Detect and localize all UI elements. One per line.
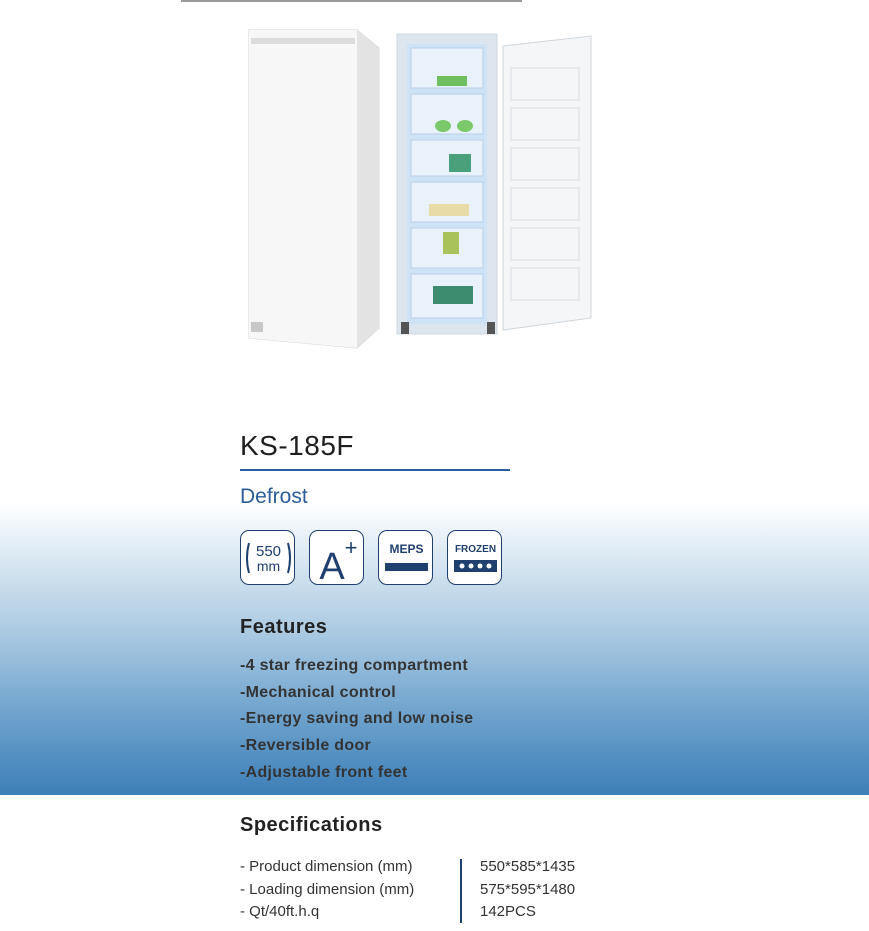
- frozen-label: FROZEN: [454, 544, 497, 555]
- specifications-heading: Specifications: [240, 814, 383, 836]
- width-value: 550: [255, 543, 282, 560]
- width-unit: mm: [256, 558, 281, 574]
- energy-class-icon: [310, 531, 365, 586]
- spec-value: 575*595*1480: [480, 880, 576, 898]
- spec-label: - Qt/40ft.h.q: [240, 903, 320, 920]
- width-icon: [241, 531, 296, 586]
- frozen-badge: [447, 530, 502, 585]
- feature-item: -Energy saving and low noise: [240, 710, 474, 728]
- top-divider: [181, 0, 522, 2]
- features-heading: Features: [240, 616, 328, 638]
- feature-item: -Mechanical control: [240, 683, 396, 701]
- feature-item: -Adjustable front feet: [240, 763, 408, 781]
- spec-value: 142PCS: [480, 903, 536, 920]
- meps-badge: [378, 530, 433, 585]
- energy-class-value: A: [319, 546, 345, 586]
- frozen-icon: [448, 531, 503, 586]
- open-freezer: [397, 34, 591, 334]
- energy-class-plus: +: [344, 535, 358, 560]
- spec-divider: [460, 859, 462, 923]
- model-number: KS-185F: [240, 430, 354, 461]
- closed-freezer: [249, 30, 379, 348]
- spec-row: [240, 903, 575, 926]
- title-underline: [240, 469, 510, 471]
- feature-item: -Reversible door: [240, 737, 372, 755]
- specifications-table: [240, 858, 575, 926]
- meps-icon: [379, 531, 434, 586]
- width-badge: [240, 530, 295, 585]
- spec-label: - Product dimension (mm): [240, 858, 413, 875]
- feature-item: -4 star freezing compartment: [240, 657, 469, 674]
- features-list: [240, 657, 473, 790]
- product-subtitle: Defrost: [240, 485, 308, 508]
- meps-label: MEPS: [389, 542, 424, 556]
- feature-badges: [240, 530, 502, 585]
- spec-row: [240, 881, 575, 904]
- energy-class-badge: [309, 530, 364, 585]
- freezer-product-image: [229, 18, 621, 374]
- spec-value: 550*585*1435: [480, 858, 576, 875]
- spec-label: - Loading dimension (mm): [240, 880, 415, 898]
- spec-row: [240, 858, 575, 881]
